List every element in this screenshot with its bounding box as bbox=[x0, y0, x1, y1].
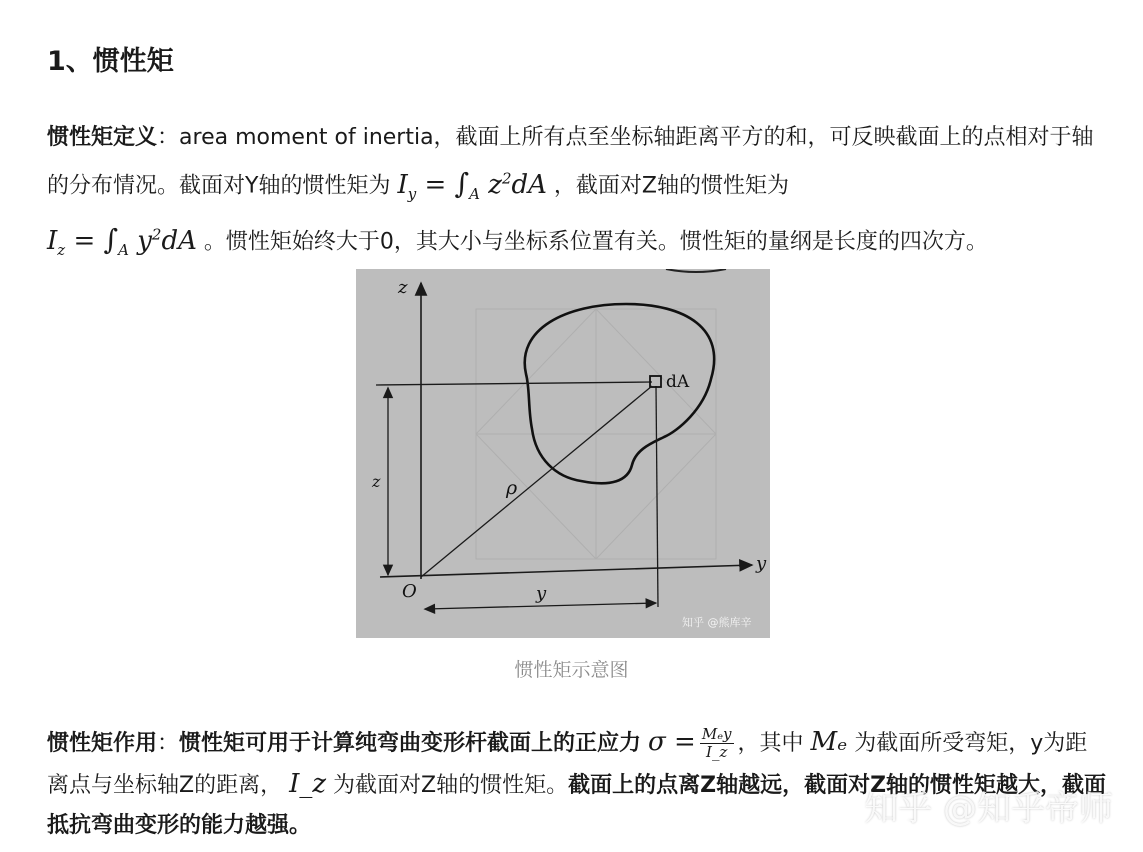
formula-sigma bbox=[648, 724, 737, 761]
rho-label: ρ bbox=[506, 477, 518, 499]
origin-label: O bbox=[402, 581, 417, 602]
dA-label: dA bbox=[666, 372, 690, 392]
definition-text-3: 。惯性矩始终大于0，其大小与坐标系位置有关。惯性矩的量纲是长度的四次方。 bbox=[203, 229, 988, 255]
symbol-iz: I_z bbox=[289, 769, 327, 799]
formula-iy: $I_y = \int_A$ $z^2dA$ bbox=[397, 166, 547, 203]
definition-label: 惯性矩定义 bbox=[47, 125, 158, 150]
section-outline bbox=[525, 304, 714, 483]
sigma-fraction bbox=[700, 726, 734, 761]
moment-of-inertia-figure bbox=[356, 269, 770, 638]
fraction-numerator: Mₑy bbox=[701, 724, 732, 743]
section-heading: 1、惯性矩 bbox=[47, 46, 174, 77]
symbol-me: Mₑ bbox=[810, 727, 848, 757]
formula-iz: $I_z = \int_A$ $y^2dA$ bbox=[47, 222, 197, 259]
figure-diagram bbox=[356, 269, 770, 638]
z-dimension-label: z bbox=[372, 472, 381, 491]
definition-paragraph bbox=[47, 118, 1107, 270]
definition-sep: ： bbox=[157, 125, 180, 150]
usage-text-2: 为截面所受弯矩，y为距离点与坐标轴Z的距离， bbox=[47, 731, 1088, 798]
usage-bold-2: 截面上的点离Z轴越远，截面对Z轴的惯性矩越大，截面抵抗弯曲变形的能力越强。 bbox=[47, 773, 1107, 838]
usage-bold-1: 惯性矩可用于计算纯弯曲变形杆截面上的正应力 bbox=[179, 731, 642, 756]
usage-text-1: ，其中 bbox=[737, 731, 804, 756]
fraction-denominator: I_z bbox=[706, 742, 728, 761]
definition-text-1: area moment of inertia，截面上所有点至坐标轴距离平方的和，可反映截面上的点相对于轴的分布情况。截面对Y轴的惯性矩为 bbox=[47, 125, 1094, 199]
definition-text-2: ，截面对Z轴的惯性矩为 bbox=[553, 173, 789, 199]
figure-watermark: 知乎 @熊库辛 bbox=[682, 616, 752, 629]
y-axis-label: y bbox=[756, 553, 767, 574]
figure-caption: 惯性矩示意图 bbox=[514, 659, 629, 681]
usage-sep: ： bbox=[157, 731, 180, 756]
usage-text-3: 为截面对Z轴的惯性矩。 bbox=[333, 773, 569, 798]
y-axis bbox=[380, 565, 752, 577]
usage-label: 惯性矩作用 bbox=[47, 731, 158, 756]
y-dimension-label: y bbox=[536, 583, 547, 604]
sigma-symbol: σ = bbox=[648, 727, 696, 757]
z-axis-label: z bbox=[398, 277, 408, 298]
page-watermark: 知乎 @知乎帝师 bbox=[864, 789, 1113, 829]
